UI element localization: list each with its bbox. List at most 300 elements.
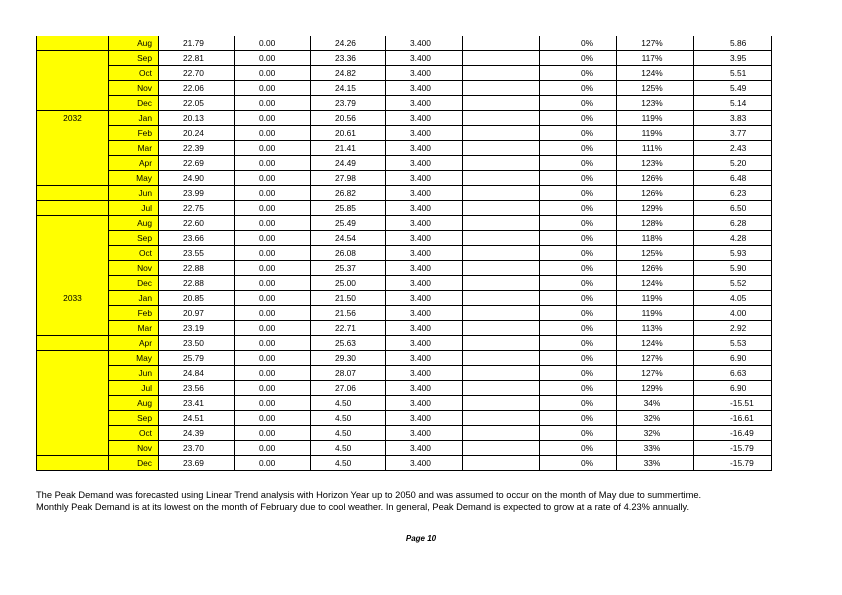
value-cell-6: 0% <box>540 66 617 81</box>
table-row <box>37 336 772 351</box>
value-cell-2: 0.00 <box>235 126 311 141</box>
value-cell-6: 0% <box>540 126 617 141</box>
value-cell-6: 0% <box>540 336 617 351</box>
value-cell-4: 3.400 <box>386 411 463 426</box>
value-cell-5 <box>463 351 540 366</box>
value-cell-5 <box>463 66 540 81</box>
value-cell-4: 3.400 <box>386 456 463 471</box>
value-cell-7: 127% <box>617 366 694 381</box>
value-cell-6: 0% <box>540 441 617 456</box>
value-cell-4: 3.400 <box>386 336 463 351</box>
year-cell <box>37 231 109 246</box>
table-row <box>37 51 772 66</box>
month-cell: Oct <box>109 246 159 261</box>
value-cell-3: 23.79 <box>311 96 386 111</box>
year-cell <box>37 396 109 411</box>
value-cell-6: 0% <box>540 141 617 156</box>
table-row <box>37 351 772 366</box>
value-cell-8: -16.49 <box>694 426 772 441</box>
year-cell <box>37 336 109 351</box>
value-cell-3: 4.50 <box>311 456 386 471</box>
value-cell-2: 0.00 <box>235 156 311 171</box>
month-cell: Oct <box>109 66 159 81</box>
year-cell <box>37 156 109 171</box>
table-row <box>37 306 772 321</box>
value-cell-3: 24.26 <box>311 36 386 51</box>
value-cell-3: 4.50 <box>311 396 386 411</box>
value-cell-7: 124% <box>617 276 694 291</box>
value-cell-7: 123% <box>617 96 694 111</box>
value-cell-8: -16.61 <box>694 411 772 426</box>
table-body <box>37 36 772 471</box>
month-cell: Nov <box>109 441 159 456</box>
table-row <box>37 411 772 426</box>
value-cell-6: 0% <box>540 171 617 186</box>
value-cell-3: 25.00 <box>311 276 386 291</box>
value-cell-3: 25.85 <box>311 201 386 216</box>
value-cell-1: 22.75 <box>159 201 235 216</box>
value-cell-3: 24.54 <box>311 231 386 246</box>
value-cell-1: 22.39 <box>159 141 235 156</box>
value-cell-7: 119% <box>617 126 694 141</box>
table-row <box>37 126 772 141</box>
value-cell-8: 6.48 <box>694 171 772 186</box>
value-cell-1: 22.05 <box>159 96 235 111</box>
value-cell-2: 0.00 <box>235 291 311 306</box>
value-cell-1: 23.69 <box>159 456 235 471</box>
year-cell <box>37 216 109 231</box>
value-cell-5 <box>463 381 540 396</box>
value-cell-8: 2.92 <box>694 321 772 336</box>
value-cell-2: 0.00 <box>235 81 311 96</box>
value-cell-5 <box>463 171 540 186</box>
value-cell-6: 0% <box>540 291 617 306</box>
table-row <box>37 111 772 126</box>
value-cell-2: 0.00 <box>235 261 311 276</box>
value-cell-3: 25.49 <box>311 216 386 231</box>
value-cell-6: 0% <box>540 411 617 426</box>
value-cell-6: 0% <box>540 426 617 441</box>
value-cell-6: 0% <box>540 201 617 216</box>
value-cell-2: 0.00 <box>235 411 311 426</box>
value-cell-6: 0% <box>540 246 617 261</box>
month-cell: Jul <box>109 201 159 216</box>
value-cell-6: 0% <box>540 231 617 246</box>
year-cell <box>37 441 109 456</box>
year-cell <box>37 171 109 186</box>
value-cell-5 <box>463 96 540 111</box>
value-cell-3: 21.41 <box>311 141 386 156</box>
value-cell-4: 3.400 <box>386 156 463 171</box>
table-row <box>37 171 772 186</box>
value-cell-2: 0.00 <box>235 306 311 321</box>
month-cell: May <box>109 171 159 186</box>
value-cell-1: 22.81 <box>159 51 235 66</box>
value-cell-2: 0.00 <box>235 246 311 261</box>
month-cell: Dec <box>109 276 159 291</box>
value-cell-7: 124% <box>617 336 694 351</box>
note-line-2: Monthly Peak Demand is at its lowest on the month of February due to cool weather. In general, Peak Demand is expected to grow at a rate of 4.23% annually. <box>36 502 690 512</box>
value-cell-8: 5.51 <box>694 66 772 81</box>
value-cell-6: 0% <box>540 81 617 96</box>
month-cell: Sep <box>109 411 159 426</box>
table-row <box>37 441 772 456</box>
table-row <box>37 156 772 171</box>
value-cell-2: 0.00 <box>235 36 311 51</box>
value-cell-4: 3.400 <box>386 216 463 231</box>
table-row <box>37 261 772 276</box>
year-cell <box>37 186 109 201</box>
value-cell-4: 3.400 <box>386 126 463 141</box>
month-cell: Sep <box>109 51 159 66</box>
value-cell-5 <box>463 321 540 336</box>
value-cell-3: 21.56 <box>311 306 386 321</box>
value-cell-5 <box>463 336 540 351</box>
value-cell-1: 22.70 <box>159 66 235 81</box>
value-cell-4: 3.400 <box>386 81 463 96</box>
value-cell-7: 124% <box>617 66 694 81</box>
value-cell-6: 0% <box>540 36 617 51</box>
value-cell-1: 22.88 <box>159 276 235 291</box>
value-cell-8: 6.90 <box>694 381 772 396</box>
year-cell <box>37 321 109 336</box>
value-cell-4: 3.400 <box>386 351 463 366</box>
value-cell-6: 0% <box>540 51 617 66</box>
value-cell-3: 24.82 <box>311 66 386 81</box>
value-cell-8: 5.52 <box>694 276 772 291</box>
year-cell <box>37 81 109 96</box>
value-cell-5 <box>463 141 540 156</box>
value-cell-1: 23.41 <box>159 396 235 411</box>
value-cell-5 <box>463 231 540 246</box>
table-row <box>37 141 772 156</box>
table-row <box>37 66 772 81</box>
value-cell-3: 20.61 <box>311 126 386 141</box>
value-cell-3: 28.07 <box>311 366 386 381</box>
value-cell-4: 3.400 <box>386 381 463 396</box>
value-cell-7: 127% <box>617 351 694 366</box>
year-cell <box>37 141 109 156</box>
value-cell-8: 5.53 <box>694 336 772 351</box>
value-cell-7: 32% <box>617 426 694 441</box>
value-cell-7: 123% <box>617 156 694 171</box>
year-cell <box>37 261 109 276</box>
year-cell <box>37 366 109 381</box>
value-cell-5 <box>463 261 540 276</box>
table-row <box>37 321 772 336</box>
value-cell-7: 125% <box>617 81 694 96</box>
year-cell <box>37 246 109 261</box>
value-cell-5 <box>463 276 540 291</box>
value-cell-2: 0.00 <box>235 216 311 231</box>
value-cell-8: 5.93 <box>694 246 772 261</box>
value-cell-6: 0% <box>540 351 617 366</box>
table-row <box>37 231 772 246</box>
month-cell: Apr <box>109 156 159 171</box>
value-cell-2: 0.00 <box>235 276 311 291</box>
value-cell-2: 0.00 <box>235 456 311 471</box>
value-cell-2: 0.00 <box>235 51 311 66</box>
value-cell-4: 3.400 <box>386 186 463 201</box>
value-cell-2: 0.00 <box>235 426 311 441</box>
value-cell-4: 3.400 <box>386 441 463 456</box>
value-cell-4: 3.400 <box>386 111 463 126</box>
month-cell: Apr <box>109 336 159 351</box>
value-cell-4: 3.400 <box>386 396 463 411</box>
value-cell-8: 4.00 <box>694 306 772 321</box>
value-cell-8: 6.63 <box>694 366 772 381</box>
value-cell-5 <box>463 426 540 441</box>
month-cell: Feb <box>109 126 159 141</box>
value-cell-8: 4.28 <box>694 231 772 246</box>
value-cell-4: 3.400 <box>386 276 463 291</box>
value-cell-7: 126% <box>617 261 694 276</box>
value-cell-8: 2.43 <box>694 141 772 156</box>
value-cell-3: 26.82 <box>311 186 386 201</box>
month-cell: Jun <box>109 366 159 381</box>
value-cell-8: 6.90 <box>694 351 772 366</box>
value-cell-1: 22.69 <box>159 156 235 171</box>
value-cell-3: 26.08 <box>311 246 386 261</box>
table-row <box>37 396 772 411</box>
month-cell: Dec <box>109 456 159 471</box>
year-cell <box>37 426 109 441</box>
value-cell-1: 20.85 <box>159 291 235 306</box>
value-cell-8: 3.77 <box>694 126 772 141</box>
value-cell-5 <box>463 81 540 96</box>
value-cell-1: 23.99 <box>159 186 235 201</box>
value-cell-5 <box>463 186 540 201</box>
table-row <box>37 246 772 261</box>
value-cell-4: 3.400 <box>386 96 463 111</box>
value-cell-2: 0.00 <box>235 171 311 186</box>
value-cell-5 <box>463 36 540 51</box>
month-cell: Jul <box>109 381 159 396</box>
value-cell-7: 34% <box>617 396 694 411</box>
value-cell-2: 0.00 <box>235 66 311 81</box>
value-cell-3: 25.37 <box>311 261 386 276</box>
value-cell-6: 0% <box>540 156 617 171</box>
table-row <box>37 291 772 306</box>
value-cell-5 <box>463 216 540 231</box>
month-cell: Oct <box>109 426 159 441</box>
value-cell-6: 0% <box>540 456 617 471</box>
year-cell <box>37 126 109 141</box>
value-cell-7: 117% <box>617 51 694 66</box>
value-cell-1: 22.60 <box>159 216 235 231</box>
value-cell-2: 0.00 <box>235 381 311 396</box>
table-row <box>37 381 772 396</box>
value-cell-3: 4.50 <box>311 426 386 441</box>
value-cell-2: 0.00 <box>235 396 311 411</box>
value-cell-7: 111% <box>617 141 694 156</box>
value-cell-4: 3.400 <box>386 261 463 276</box>
value-cell-3: 24.15 <box>311 81 386 96</box>
year-cell <box>37 381 109 396</box>
value-cell-7: 128% <box>617 216 694 231</box>
value-cell-1: 24.39 <box>159 426 235 441</box>
year-cell <box>37 96 109 111</box>
value-cell-1: 24.90 <box>159 171 235 186</box>
year-cell <box>37 351 109 366</box>
value-cell-1: 24.84 <box>159 366 235 381</box>
value-cell-1: 23.66 <box>159 231 235 246</box>
value-cell-2: 0.00 <box>235 321 311 336</box>
month-cell: Feb <box>109 306 159 321</box>
value-cell-5 <box>463 366 540 381</box>
value-cell-1: 25.79 <box>159 351 235 366</box>
year-cell: 2032 <box>37 111 109 126</box>
value-cell-1: 22.88 <box>159 261 235 276</box>
value-cell-1: 24.51 <box>159 411 235 426</box>
month-cell: Mar <box>109 141 159 156</box>
value-cell-6: 0% <box>540 261 617 276</box>
value-cell-6: 0% <box>540 321 617 336</box>
value-cell-5 <box>463 126 540 141</box>
value-cell-3: 29.30 <box>311 351 386 366</box>
value-cell-8: 5.86 <box>694 36 772 51</box>
value-cell-6: 0% <box>540 366 617 381</box>
value-cell-8: -15.79 <box>694 441 772 456</box>
page-number: Page 10 <box>405 534 437 543</box>
month-cell: Nov <box>109 81 159 96</box>
value-cell-6: 0% <box>540 111 617 126</box>
table-row <box>37 426 772 441</box>
year-cell <box>37 306 109 321</box>
value-cell-7: 118% <box>617 231 694 246</box>
value-cell-5 <box>463 111 540 126</box>
table-row <box>37 366 772 381</box>
note-line-1: The Peak Demand was forecasted using Linear Trend analysis with Horizon Year up to 2050 and was assumed to occur on the month of May due to summertime. <box>36 490 702 500</box>
value-cell-7: 127% <box>617 36 694 51</box>
value-cell-5 <box>463 441 540 456</box>
month-cell: Aug <box>109 396 159 411</box>
value-cell-5 <box>463 246 540 261</box>
value-cell-6: 0% <box>540 381 617 396</box>
value-cell-7: 126% <box>617 186 694 201</box>
value-cell-1: 23.70 <box>159 441 235 456</box>
value-cell-8: 4.05 <box>694 291 772 306</box>
value-cell-4: 3.400 <box>386 66 463 81</box>
value-cell-2: 0.00 <box>235 141 311 156</box>
value-cell-3: 22.71 <box>311 321 386 336</box>
forecast-note <box>36 489 816 513</box>
value-cell-4: 3.400 <box>386 366 463 381</box>
table-row <box>37 201 772 216</box>
table-row <box>37 81 772 96</box>
value-cell-6: 0% <box>540 96 617 111</box>
value-cell-6: 0% <box>540 306 617 321</box>
month-cell: Aug <box>109 216 159 231</box>
value-cell-1: 23.56 <box>159 381 235 396</box>
value-cell-4: 3.400 <box>386 51 463 66</box>
value-cell-4: 3.400 <box>386 426 463 441</box>
table-row <box>37 216 772 231</box>
table-row <box>37 456 772 471</box>
year-cell <box>37 51 109 66</box>
value-cell-6: 0% <box>540 186 617 201</box>
value-cell-2: 0.00 <box>235 231 311 246</box>
value-cell-4: 3.400 <box>386 171 463 186</box>
value-cell-7: 129% <box>617 381 694 396</box>
forecast-table <box>36 36 772 471</box>
month-cell: Jun <box>109 186 159 201</box>
value-cell-2: 0.00 <box>235 351 311 366</box>
value-cell-2: 0.00 <box>235 111 311 126</box>
month-cell: Mar <box>109 321 159 336</box>
value-cell-7: 32% <box>617 411 694 426</box>
value-cell-7: 33% <box>617 456 694 471</box>
table-row <box>37 186 772 201</box>
value-cell-4: 3.400 <box>386 291 463 306</box>
value-cell-3: 23.36 <box>311 51 386 66</box>
value-cell-3: 4.50 <box>311 441 386 456</box>
value-cell-8: 6.28 <box>694 216 772 231</box>
value-cell-6: 0% <box>540 276 617 291</box>
value-cell-5 <box>463 411 540 426</box>
month-cell: May <box>109 351 159 366</box>
value-cell-7: 119% <box>617 291 694 306</box>
value-cell-4: 3.400 <box>386 36 463 51</box>
value-cell-7: 125% <box>617 246 694 261</box>
value-cell-3: 27.06 <box>311 381 386 396</box>
value-cell-1: 22.06 <box>159 81 235 96</box>
value-cell-5 <box>463 306 540 321</box>
value-cell-7: 113% <box>617 321 694 336</box>
value-cell-5 <box>463 156 540 171</box>
value-cell-8: -15.79 <box>694 456 772 471</box>
year-cell <box>37 201 109 216</box>
value-cell-1: 20.24 <box>159 126 235 141</box>
value-cell-5 <box>463 51 540 66</box>
value-cell-4: 3.400 <box>386 231 463 246</box>
value-cell-8: 5.90 <box>694 261 772 276</box>
month-cell: Sep <box>109 231 159 246</box>
value-cell-3: 21.50 <box>311 291 386 306</box>
month-cell: Dec <box>109 96 159 111</box>
value-cell-7: 119% <box>617 306 694 321</box>
month-cell: Jan <box>109 291 159 306</box>
value-cell-7: 129% <box>617 201 694 216</box>
value-cell-3: 27.98 <box>311 171 386 186</box>
value-cell-2: 0.00 <box>235 336 311 351</box>
value-cell-3: 4.50 <box>311 411 386 426</box>
value-cell-3: 25.63 <box>311 336 386 351</box>
value-cell-8: 5.14 <box>694 96 772 111</box>
value-cell-1: 23.55 <box>159 246 235 261</box>
value-cell-5 <box>463 456 540 471</box>
year-cell <box>37 456 109 471</box>
value-cell-5 <box>463 291 540 306</box>
value-cell-5 <box>463 201 540 216</box>
year-cell <box>37 36 109 51</box>
year-cell: 2033 <box>37 291 109 306</box>
value-cell-3: 20.56 <box>311 111 386 126</box>
value-cell-7: 126% <box>617 171 694 186</box>
value-cell-8: 5.49 <box>694 81 772 96</box>
value-cell-1: 20.97 <box>159 306 235 321</box>
month-cell: Aug <box>109 36 159 51</box>
value-cell-1: 20.13 <box>159 111 235 126</box>
table-row <box>37 96 772 111</box>
year-cell <box>37 276 109 291</box>
value-cell-1: 21.79 <box>159 36 235 51</box>
value-cell-2: 0.00 <box>235 201 311 216</box>
value-cell-1: 23.50 <box>159 336 235 351</box>
value-cell-4: 3.400 <box>386 321 463 336</box>
value-cell-8: 5.20 <box>694 156 772 171</box>
value-cell-6: 0% <box>540 396 617 411</box>
